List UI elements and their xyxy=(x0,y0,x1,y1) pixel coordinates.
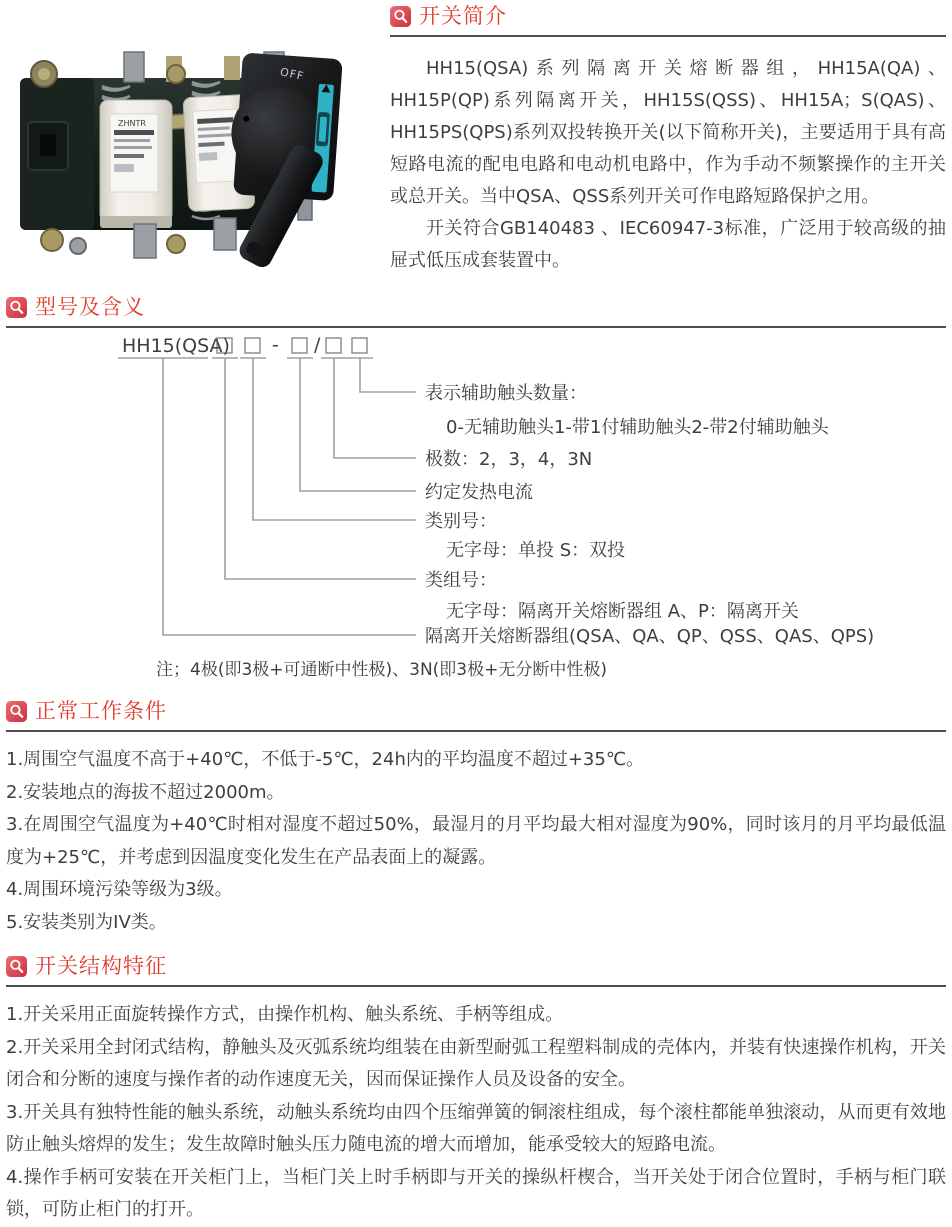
model-note: 注；4极(即3极+可通断中性极)、3N(即3极+无分断中性极) xyxy=(156,660,607,680)
intro-paragraph-1: HH15(QSA)系列隔离开关熔断器组，HH15A(QA)、HH15P(QP)系列隔离开关，HH15S(QSS)、HH15A；S(QAS)、HH15PS(QPS)系列双投转换开关(以下简称开关)，主要适用于具有高短路电流的配电电路和电动机电路中，作为手动不频繁操作的主开关或总开关。当中QSA、QSS系列开关可作电路短路保护之用。 xyxy=(390,58,946,207)
magnifier-icon xyxy=(6,956,27,977)
fuse-left xyxy=(100,100,172,228)
handle-off-label: OFF xyxy=(278,65,306,84)
model-diagram xyxy=(6,330,946,688)
intro-paragraph-2: 开关符合GB140483 、IEC60947-3标准，广泛用于较高级的抽屉式低压成套装置中。 xyxy=(390,218,946,271)
feature-item: 2.开关采用全封闭式结构，静触头及灭弧系统均组装在由新型耐弧工程塑料制成的壳体内，并装有快速操作机构，开关闭合和分断的速度与操作者的动作速度无关，因而保证操作人员及设备的安全。 xyxy=(6,1036,946,1090)
section-title-features: 开关结构特征 xyxy=(35,954,167,978)
intro-rule xyxy=(390,35,946,37)
condition-item: 2.安装地点的海拔不超过2000m。 xyxy=(6,781,285,803)
label-current: 约定发热电流 xyxy=(425,482,533,503)
top-row xyxy=(6,0,946,280)
diagram-lines xyxy=(118,338,416,635)
features-list xyxy=(6,999,946,1227)
intro-paragraphs xyxy=(390,53,946,277)
magnifier-icon xyxy=(6,297,27,318)
conditions-header xyxy=(6,698,946,724)
model-header xyxy=(6,294,946,320)
model-slash: / xyxy=(314,334,321,356)
section-title-model: 型号及含义 xyxy=(35,295,145,319)
conditions-rule xyxy=(6,730,946,732)
label-aux-detail: 0-无辅助触头1-带1付辅助触头2-带2付辅助触头 xyxy=(446,417,829,438)
conditions-list xyxy=(6,744,946,939)
label-aux-title: 表示辅助触头数量： xyxy=(425,383,587,404)
label-group-title: 类组号： xyxy=(425,570,497,591)
magnifier-icon xyxy=(6,701,27,722)
magnifier-icon xyxy=(390,6,411,27)
conditions-section xyxy=(6,698,946,939)
section-title-conditions: 正常工作条件 xyxy=(35,699,167,723)
label-base: 隔离开关熔断器组(QSA、QA、QP、QSS、QAS、QPS) xyxy=(425,626,875,647)
intro-section xyxy=(390,0,946,280)
feature-item: 4.操作手柄可安装在开关柜门上，当柜门关上时手柄即与开关的操纵杆楔合，当开关处于闭合位置时，手柄与柜门联锁，可防止柜门的打开。 xyxy=(6,1166,946,1220)
condition-item: 5.安装类别为IV类。 xyxy=(6,911,167,933)
features-section xyxy=(6,953,946,1227)
model-prefix: HH15(QSA) xyxy=(122,335,230,357)
label-poles: 极数：2，3，4，3N xyxy=(425,449,593,470)
model-rule xyxy=(6,326,946,328)
condition-item: 3.在周围空气温度为+40℃时相对湿度不超过50%，最湿月的月平均最大相对湿度为90%，同时该月的月平均最低温度为+25℃，并考虑到因温度变化发生在产品表面上的凝露。 xyxy=(6,814,946,868)
svg-text:ZHNTR: ZHNTR xyxy=(118,119,146,128)
label-category-detail: 无字母：单投 S：双投 xyxy=(446,540,626,561)
label-group-detail: 无字母：隔离开关熔断器组 A、P：隔离开关 xyxy=(446,601,799,622)
model-dash: - xyxy=(272,334,279,356)
label-category-title: 类别号： xyxy=(425,511,497,532)
condition-item: 1.周围空气温度不高于+40℃，不低于-5℃，24h内的平均温度不超过+35℃。 xyxy=(6,749,645,770)
feature-item: 1.开关采用正面旋转操作方式，由操作机构、触头系统、手柄等组成。 xyxy=(6,1004,564,1025)
condition-item: 4.周围环境污染等级为3级。 xyxy=(6,879,233,900)
product-photo xyxy=(6,0,390,280)
features-header xyxy=(6,953,946,979)
features-rule xyxy=(6,985,946,987)
feature-item: 3.开关具有独特性能的触头系统，动触头系统均由四个压缩弹簧的铜滚柱组成，每个滚柱都能单独滚动，从而更有效地防止触头熔焊的发生；发生故障时触头压力随电流的增大而增加，能承受较大的短路电流。 xyxy=(6,1101,946,1155)
model-section xyxy=(6,294,946,688)
intro-header xyxy=(390,3,946,29)
section-title-intro: 开关简介 xyxy=(419,4,507,28)
switch-product-illustration xyxy=(6,26,386,276)
